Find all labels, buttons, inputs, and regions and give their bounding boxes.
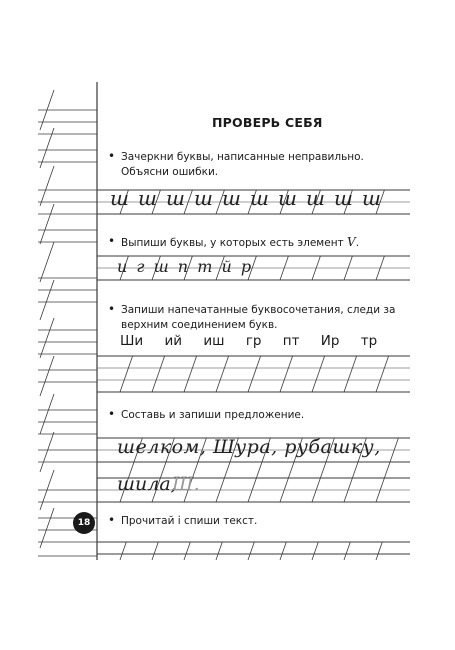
- task-3-text-line2: верхним соединением букв.: [121, 319, 278, 331]
- combo: Ир: [320, 333, 340, 349]
- slant-line: [40, 166, 54, 206]
- task-1-text-line2: Объясни ошибки.: [121, 166, 219, 178]
- handwritten-letter: ш: [194, 186, 213, 210]
- slant-line: [184, 356, 197, 392]
- bullet-3: •: [108, 302, 116, 316]
- combo: гр: [245, 333, 262, 349]
- handwritten-letter: ш: [306, 186, 325, 210]
- slant-line: [40, 318, 54, 358]
- handwritten-letter: ш: [362, 186, 381, 210]
- combo: ий: [164, 333, 183, 349]
- page-title: ПРОВЕРЬ СЕБЯ: [212, 115, 323, 130]
- slant-line: [344, 542, 350, 560]
- handwriting-sentence-line1: шелком, Шура, рубашку,: [117, 436, 381, 458]
- handwriting-letters-row: и г ш п т й р: [117, 257, 254, 276]
- bullet-2: •: [108, 234, 116, 248]
- slant-line: [40, 204, 54, 244]
- combo: пт: [282, 333, 300, 349]
- handwritten-letter: ш: [334, 186, 353, 210]
- slant-line: [216, 542, 222, 560]
- task-5-text: Прочитай і спиши текст.: [121, 515, 258, 527]
- slant-line: [40, 280, 54, 320]
- element-symbol: V: [347, 235, 356, 249]
- slant-line: [376, 542, 382, 560]
- slant-line: [184, 542, 190, 560]
- slant-line: [280, 542, 286, 560]
- slant-line: [248, 542, 254, 560]
- page-number-badge: 18: [73, 512, 95, 534]
- handwritten-letter: ш: [138, 186, 157, 210]
- slant-line: [40, 432, 54, 472]
- faded-letter-hint: Ш.: [172, 473, 200, 495]
- handwritten-letter: ш: [250, 186, 269, 210]
- slant-line: [120, 542, 126, 560]
- slant-line: [40, 242, 54, 282]
- slant-line: [40, 394, 54, 434]
- slant-line: [216, 356, 229, 392]
- task-2-label: Выпиши буквы, у которых есть элемент: [121, 237, 344, 249]
- slant-line: [40, 356, 54, 396]
- slant-line: [152, 542, 158, 560]
- handwritten-letter: ш: [222, 186, 241, 210]
- task-2-text: Выпиши буквы, у которых есть элемент V.: [121, 235, 360, 249]
- handwritten-letter: ш: [166, 186, 185, 210]
- slant-line: [312, 356, 325, 392]
- handwritten-letter: ш: [278, 186, 297, 210]
- combo: иш: [203, 333, 225, 349]
- task-4-text: Составь и запиши предложение.: [121, 409, 305, 421]
- combo: тр: [360, 333, 378, 349]
- handwritten-letter: ш: [110, 186, 129, 210]
- bullet-1: •: [108, 149, 116, 163]
- task-3-text-line1: Запиши напечатанные буквосочетания, следи за: [121, 304, 396, 316]
- slant-line: [248, 356, 261, 392]
- combo: Ши: [120, 333, 144, 349]
- printed-letter-combinations: [120, 333, 394, 349]
- slant-line: [376, 356, 389, 392]
- slant-line: [312, 542, 318, 560]
- slant-line: [152, 356, 165, 392]
- task-1-text-line1: Зачеркни буквы, написанные неправильно.: [121, 151, 364, 163]
- slant-line: [344, 356, 357, 392]
- slant-line: [120, 356, 133, 392]
- handwriting-sentence-line2: шила,: [117, 473, 177, 495]
- slant-line: [280, 356, 293, 392]
- bullet-5: •: [108, 513, 116, 527]
- bullet-4: •: [108, 407, 116, 421]
